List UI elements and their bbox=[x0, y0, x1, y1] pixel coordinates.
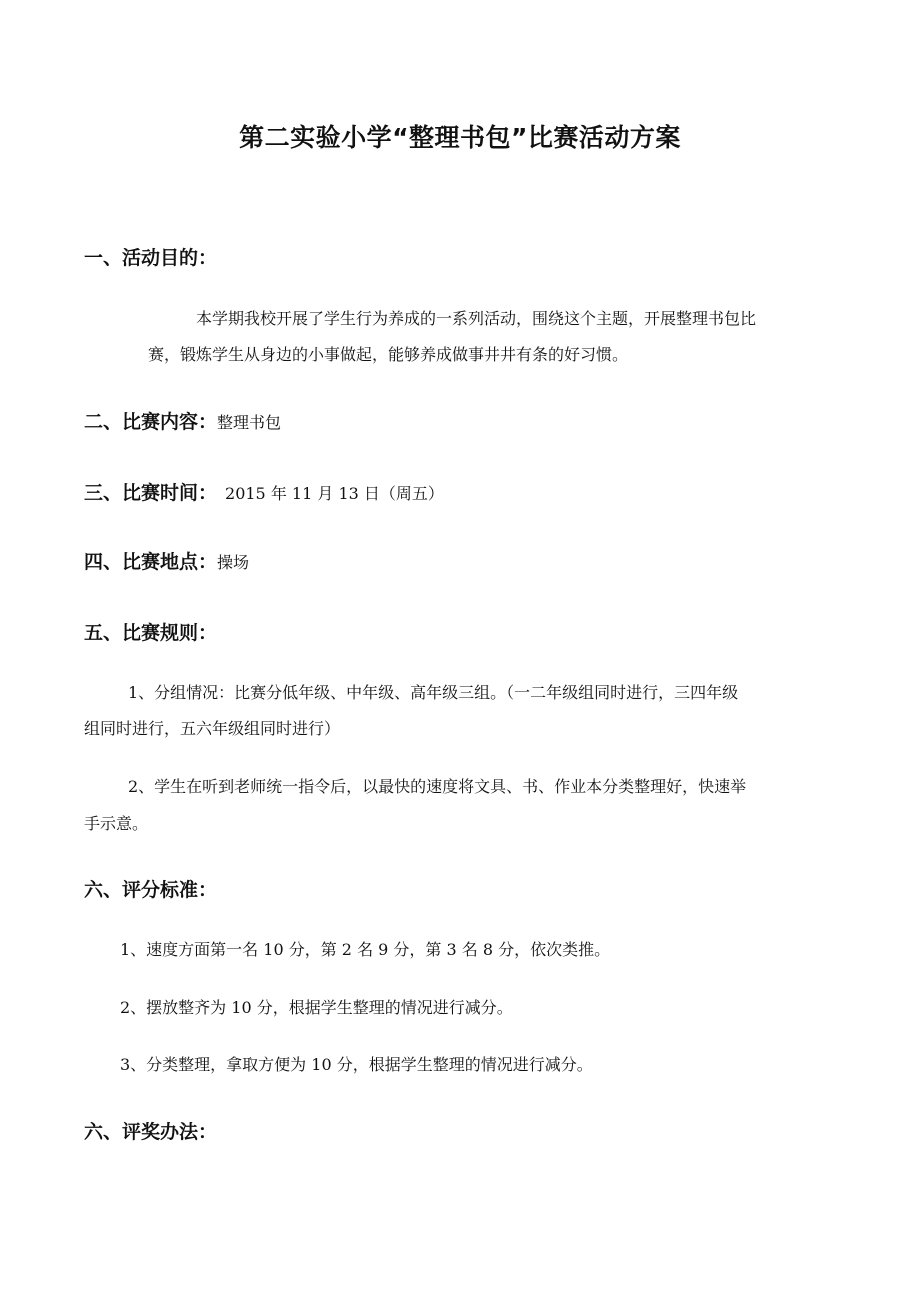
rule-1-line-1: 1、分组情况：比赛分低年级、中年级、高年级三组。（一二年级组同时进行，三四年级 bbox=[128, 683, 739, 702]
scoring-item-3: 3、分类整理，拿取方便为 10 分，根据学生整理的情况进行减分。 bbox=[120, 1055, 593, 1074]
location-label: 四、比赛地点： bbox=[84, 551, 218, 573]
section-heading-awards: 六、评奖办法： bbox=[84, 1121, 218, 1143]
section-heading-scoring: 六、评分标准： bbox=[84, 879, 218, 901]
section-heading-content bbox=[84, 407, 281, 434]
location-value: 操场 bbox=[217, 553, 250, 572]
section-heading-location bbox=[84, 547, 249, 574]
content-label: 二、比赛内容： bbox=[84, 411, 218, 433]
section-heading-rules: 五、比赛规则： bbox=[84, 622, 218, 644]
document-title: 第二实验小学“整理书包”比赛活动方案 bbox=[239, 123, 681, 152]
time-value: 2015 年 11 月 13 日（周五） bbox=[225, 484, 444, 503]
scoring-item-1: 1、速度方面第一名 10 分，第 2 名 9 分，第 3 名 8 分，依次类推。 bbox=[120, 940, 611, 959]
purpose-text-line-2: 赛，锻炼学生从身边的小事做起，能够养成做事井井有条的好习惯。 bbox=[148, 345, 629, 364]
rule-1-line-2: 组同时进行，五六年级组同时进行） bbox=[84, 719, 341, 738]
content-value: 整理书包 bbox=[217, 413, 282, 432]
section-heading-time bbox=[84, 478, 444, 505]
rule-2-line-1: 2、学生在听到老师统一指令后，以最快的速度将文具、书、作业本分类整理好，快速举 bbox=[128, 777, 747, 796]
purpose-text-line-1: 本学期我校开展了学生行为养成的一系列活动，围绕这个主题，开展整理书包比 bbox=[196, 309, 757, 328]
scoring-item-2: 2、摆放整齐为 10 分，根据学生整理的情况进行减分。 bbox=[120, 998, 513, 1017]
section-heading-purpose: 一、活动目的： bbox=[84, 247, 218, 269]
time-label: 三、比赛时间： bbox=[84, 482, 218, 504]
rule-2-line-2: 手示意。 bbox=[84, 814, 149, 833]
